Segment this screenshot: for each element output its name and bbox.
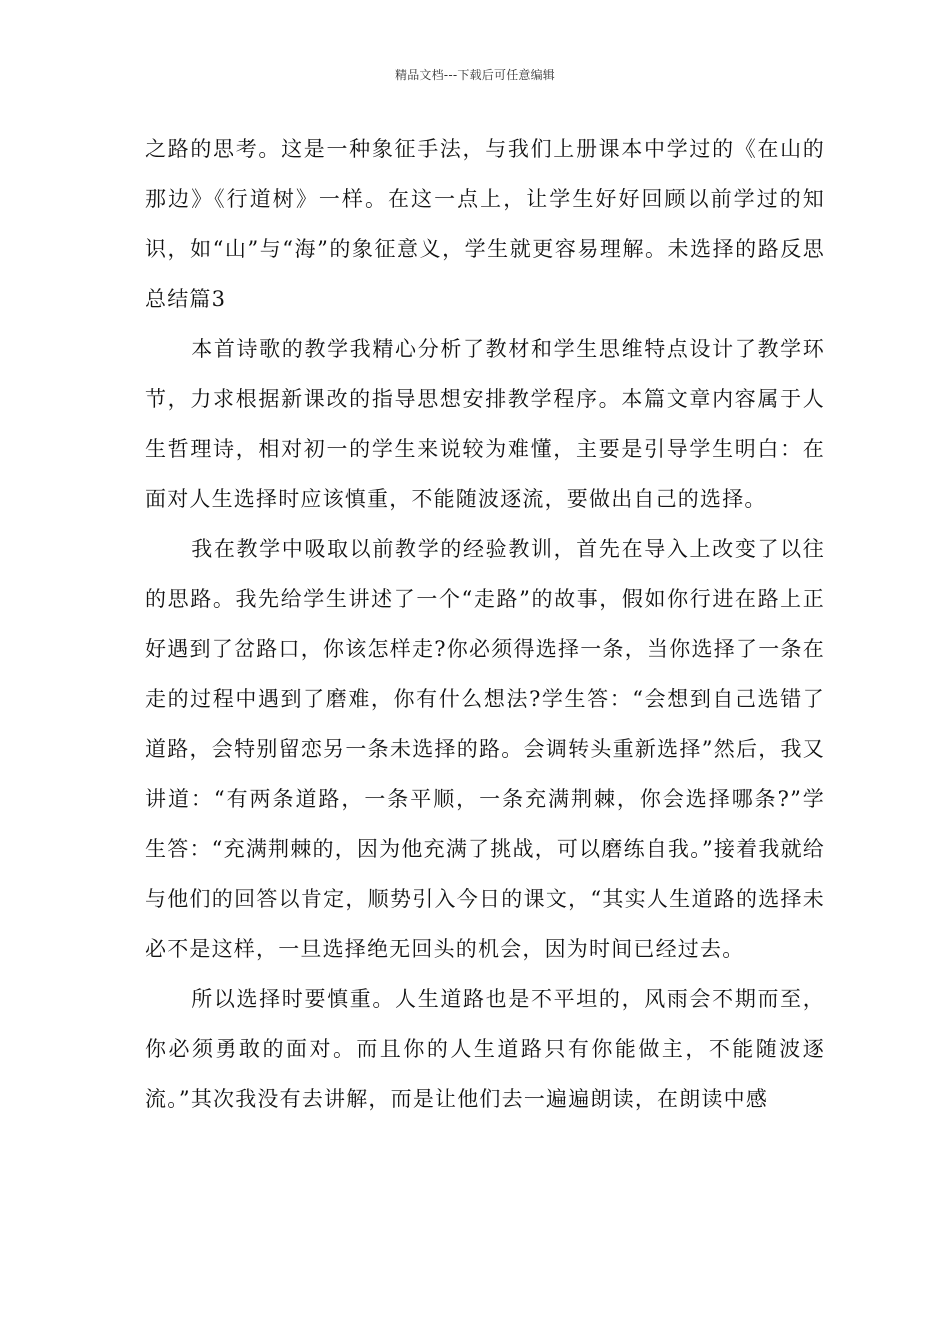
paragraph-4: 所以选择时要慎重。人生道路也是不平坦的，风雨会不期而至，你必须勇敢的面对。而且你的人生道路只有你能做主，不能随波逐流。”其次我没有去讲解，而是让他们去一遍遍朗读，在朗读中感 [145, 987, 825, 1111]
paragraph-1: 之路的思考。这是一种象征手法，与我们上册课本中学过的《在山的那边》《行道树》一样。在这一点上，让学生好好回顾以前学过的知识，如“山”与“海”的象征意义，学生就更容易理解。未选择的路反思总结篇3 [145, 137, 825, 311]
page-header: 精品文档---下载后可任意编辑 [395, 68, 555, 82]
paragraph-3: 我在教学中吸取以前教学的经验教训，首先在导入上改变了以往的思路。我先给学生讲述了一个“走路”的故事，假如你行进在路上正好遇到了岔路口，你该怎样走?你必须得选择一条，当你选择了一条在走的过程中遇到了磨难，你有什么想法?学生答：“会想到自己选错了道路，会特别留恋另一条未选择的路。会调转头重新选择”然后，我又讲道：“有两条道路，一条平顺，一条充满荆棘，你会选择哪条?”学生答：“充满荆棘的，因为他充满了挑战，可以磨练自我。”接着我就给与他们的回答以肯定，顺势引入今日的课文，“其实人生道路的选择未必不是这样，一旦选择绝无回头的机会，因为时间已经过去。 [145, 537, 825, 961]
paragraph-2: 本首诗歌的教学我精心分析了教材和学生思维特点设计了教学环节，力求根据新课改的指导思想安排教学程序。本篇文章内容属于人生哲理诗，相对初一的学生来说较为难懂，主要是引导学生明白：在面对人生选择时应该慎重，不能随波逐流，要做出自己的选择。 [145, 337, 825, 511]
document-body [145, 124, 825, 1124]
